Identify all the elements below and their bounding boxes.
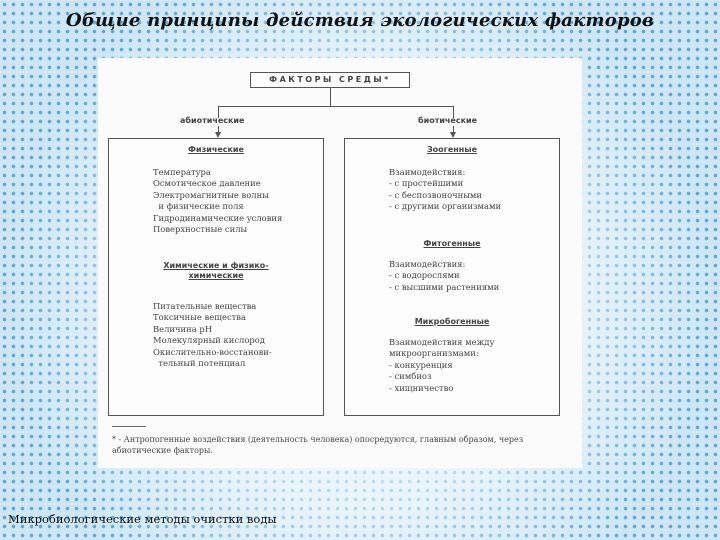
section-heading-phytogenic: Фитогенные [423, 239, 481, 248]
abiotic-label: абиотические [180, 116, 245, 125]
physical-factors-list: Температура Осмотическое давление Электромагнитные волны и физические поля Гидродинамические условия Поверхностные силы [153, 167, 283, 235]
abiotic-box [108, 138, 324, 416]
scanned-diagram [98, 58, 582, 468]
section-heading-chemical: Химические и физико- химические [163, 261, 269, 280]
diagram-canvas [98, 58, 582, 468]
connector-stem [330, 88, 331, 106]
section-heading-physical: Физические [188, 145, 244, 154]
diagram-header: ФАКТОРЫ СРЕДЫ* [250, 72, 410, 88]
section-heading-microbogenic: Микробогенные [414, 317, 490, 326]
section-heading-zoogenic: Зоогенные [427, 145, 477, 154]
phytogenic-factors-list: Взаимодействия: - с водорослями - с высшими растениями [389, 259, 500, 292]
footnote-divider [112, 426, 146, 427]
chemical-factors-list: Питательные вещества Токсичные вещества Величина pH Молекулярный кислород Окислительно-восстанови- тельный потенциал [153, 301, 272, 369]
microbogenic-factors-list: Взаимодействия между микроорганизмами: - конкуренция - симбиоз - хищничество [389, 337, 495, 393]
slide-title: Общие принципы действия экологических факторов [65, 10, 655, 31]
connector-horizontal [218, 106, 454, 107]
biotic-label: биотические [418, 116, 478, 125]
zoogenic-factors-list: Взаимодействия: - с простейшими - с беспозвоночными - с другими организмами [389, 167, 502, 212]
slide-caption: Микробиологические методы очистки воды [8, 512, 277, 526]
biotic-box [344, 138, 560, 416]
footnote: * - Антропогенные воздействия (деятельность человека) опосредуются, главным образом, через абиотические факторы. [112, 435, 524, 455]
